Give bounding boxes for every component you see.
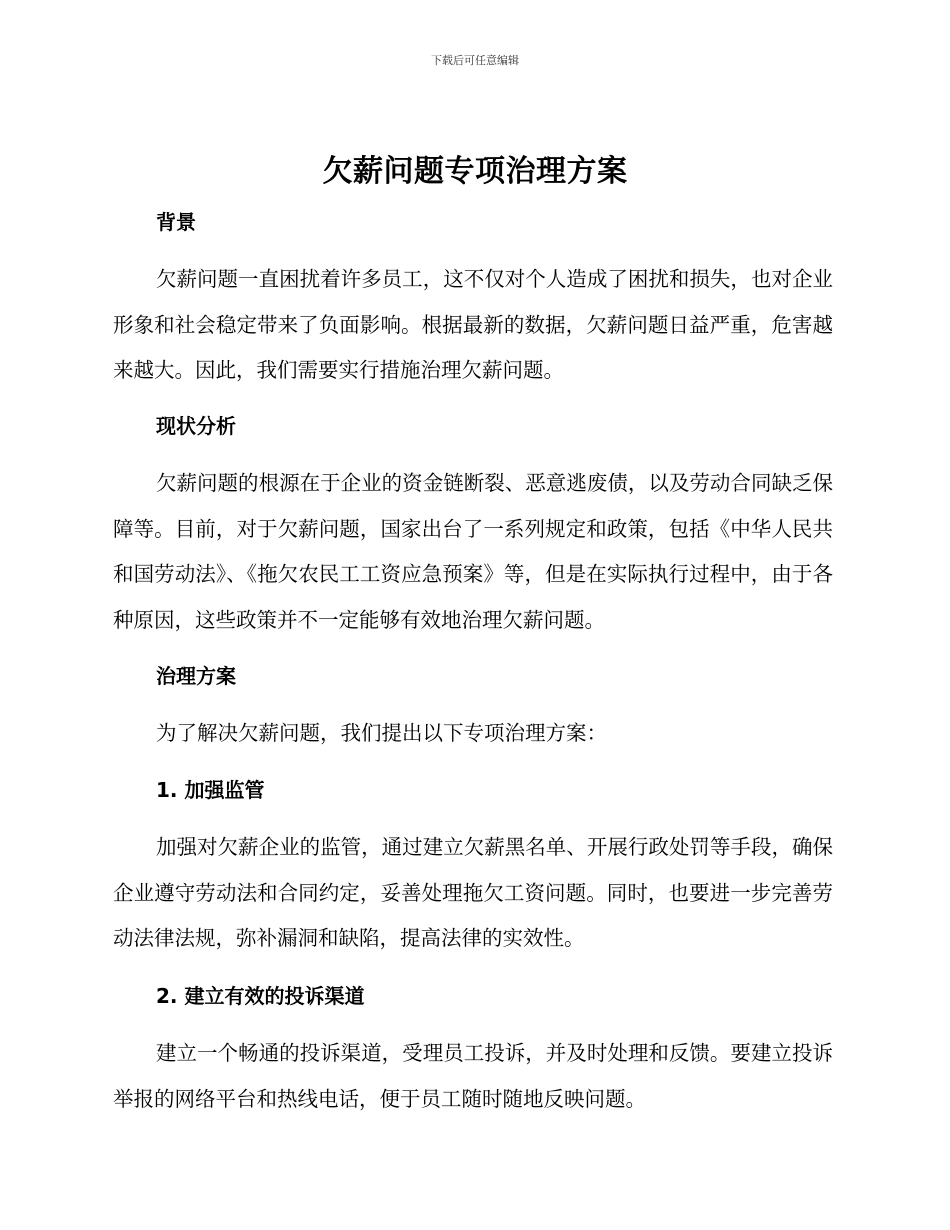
- section-heading-strengthen-supervision: 1. 加强监管: [156, 778, 265, 802]
- section-paragraph-governance-plan: 为了解决欠薪问题，我们提出以下专项治理方案：: [156, 721, 607, 745]
- section-paragraph-background: 欠薪问题一直困扰着许多员工，这不仅对个人造成了困扰和损失，也对企业形象和社会稳定带来了负面影响。根据最新的数据，欠薪问题日益严重，危害越来越大。因此，我们需要实行措施治理欠薪问题。: [113, 267, 833, 382]
- section-heading-background: 背景: [156, 210, 196, 234]
- section-heading-governance-plan: 治理方案: [156, 664, 236, 688]
- document-title: 欠薪问题专项治理方案: [322, 154, 628, 189]
- section-heading-status-analysis: 现状分析: [156, 414, 236, 438]
- header-note: 下载后可任意编辑: [431, 54, 519, 67]
- section-heading-complaint-channel: 2. 建立有效的投诉渠道: [156, 984, 365, 1008]
- section-paragraph-strengthen-supervision: 加强对欠薪企业的监管，通过建立欠薪黑名单、开展行政处罚等手段，确保企业遵守劳动法和合同约定，妥善处理拖欠工资问题。同时，也要进一步完善劳动法律法规，弥补漏洞和缺陷，提高法律的实效性。: [113, 835, 833, 950]
- section-paragraph-status-analysis: 欠薪问题的根源在于企业的资金链断裂、恶意逃废债，以及劳动合同缺乏保障等。目前，对于欠薪问题，国家出台了一系列规定和政策，包括《中华人民共和国劳动法》、《拖欠农民工工资应急预案》等，但是在实际执行过程中，由于各种原因，这些政策并不一定能够有效地治理欠薪问题。: [113, 471, 833, 632]
- section-paragraph-complaint-channel: 建立一个畅通的投诉渠道，受理员工投诉，并及时处理和反馈。要建立投诉举报的网络平台和热线电话，便于员工随时随地反映问题。: [113, 1041, 833, 1111]
